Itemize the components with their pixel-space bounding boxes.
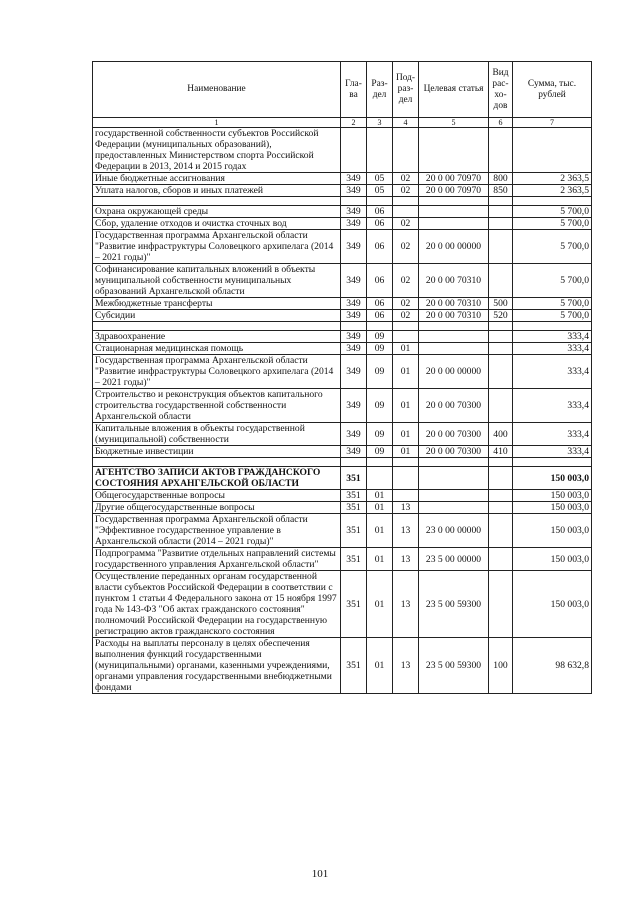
empty-cell — [393, 197, 419, 206]
cell-name: Подпрограмма "Развитие отдельных направлений системы государственного управления Архангельской области" — [93, 548, 341, 571]
cell-subsection: 02 — [393, 298, 419, 310]
cell-subsection: 01 — [393, 343, 419, 355]
cell-section: 01 — [367, 514, 393, 548]
cell-exptype — [489, 331, 513, 343]
cell-target: 23 5 00 00000 — [419, 548, 489, 571]
budget-table-container — [92, 61, 591, 694]
cell-sum: 333,4 — [513, 423, 592, 446]
cell-subsection: 02 — [393, 264, 419, 298]
table-row — [93, 389, 592, 423]
cell-chapter: 351 — [341, 467, 367, 490]
column-number-row — [93, 118, 592, 128]
cell-chapter: 349 — [341, 389, 367, 423]
table-row — [93, 502, 592, 514]
cell-target — [419, 206, 489, 218]
column-number: 1 — [93, 118, 341, 128]
cell-name: Другие общегосударственные вопросы — [93, 502, 341, 514]
cell-chapter: 349 — [341, 218, 367, 230]
cell-sum: 5 700,0 — [513, 298, 592, 310]
cell-exptype — [489, 355, 513, 389]
cell-subsection: 01 — [393, 446, 419, 458]
table-row — [93, 128, 592, 173]
cell-section — [367, 128, 393, 173]
cell-exptype — [489, 206, 513, 218]
cell-exptype — [489, 490, 513, 502]
cell-sum: 333,4 — [513, 343, 592, 355]
table-row — [93, 423, 592, 446]
cell-sum: 150 003,0 — [513, 548, 592, 571]
header-subsection: Под-раз-дел — [393, 62, 419, 118]
cell-chapter: 349 — [341, 355, 367, 389]
cell-section: 06 — [367, 298, 393, 310]
cell-name: Стационарная медицинская помощь — [93, 343, 341, 355]
cell-exptype — [489, 128, 513, 173]
table-body — [93, 128, 592, 694]
cell-section: 06 — [367, 264, 393, 298]
cell-name: Государственная программа Архангельской области "Развитие инфраструктуры Соловецкого архипелага (2014 – 2021 годы)" — [93, 355, 341, 389]
blank-row — [93, 458, 592, 467]
cell-exptype: 500 — [489, 298, 513, 310]
cell-subsection: 02 — [393, 230, 419, 264]
empty-cell — [341, 197, 367, 206]
cell-section: 09 — [367, 331, 393, 343]
cell-chapter: 351 — [341, 514, 367, 548]
cell-target — [419, 490, 489, 502]
cell-chapter: 349 — [341, 206, 367, 218]
empty-cell — [341, 458, 367, 467]
cell-sum — [513, 128, 592, 173]
cell-section: 06 — [367, 206, 393, 218]
empty-cell — [367, 322, 393, 331]
cell-subsection: 13 — [393, 514, 419, 548]
cell-section: 05 — [367, 185, 393, 197]
cell-subsection: 13 — [393, 548, 419, 571]
cell-chapter — [341, 128, 367, 173]
cell-subsection — [393, 206, 419, 218]
cell-name: Государственная программа Архангельской области "Эффективное государственное управление в Архангельской области (2014 – 2021 годы)" — [93, 514, 341, 548]
cell-exptype: 100 — [489, 638, 513, 694]
cell-name: Осуществление переданных органам государственной власти субъектов Российской Федерации в соответствии с пунктом 1 статьи 4 Федерального закона от 15 ноября 1997 года № 143-ФЗ "Об актах гражданского состояния" полномочий Российской Федерации на государственную регистрацию актов гражданского состояния — [93, 571, 341, 638]
cell-target: 20 0 00 70970 — [419, 185, 489, 197]
cell-subsection: 01 — [393, 355, 419, 389]
cell-sum: 150 003,0 — [513, 490, 592, 502]
cell-name: АГЕНТСТВО ЗАПИСИ АКТОВ ГРАЖДАНСКОГО СОСТОЯНИЯ АРХАНГЕЛЬСКОЙ ОБЛАСТИ — [93, 467, 341, 490]
cell-sum: 5 700,0 — [513, 230, 592, 264]
table-row — [93, 206, 592, 218]
cell-target — [419, 218, 489, 230]
empty-cell — [367, 458, 393, 467]
cell-section — [367, 467, 393, 490]
cell-section: 06 — [367, 230, 393, 264]
cell-name: Общегосударственные вопросы — [93, 490, 341, 502]
cell-subsection: 13 — [393, 502, 419, 514]
cell-section: 01 — [367, 548, 393, 571]
empty-cell — [341, 322, 367, 331]
cell-sum: 5 700,0 — [513, 218, 592, 230]
cell-name: Сбор, удаление отходов и очистка сточных вод — [93, 218, 341, 230]
empty-cell — [367, 197, 393, 206]
cell-target: 20 0 00 70310 — [419, 310, 489, 322]
cell-target: 20 0 00 70310 — [419, 264, 489, 298]
table-row — [93, 343, 592, 355]
cell-name: Бюджетные инвестиции — [93, 446, 341, 458]
empty-cell — [93, 322, 341, 331]
cell-sum: 98 632,8 — [513, 638, 592, 694]
cell-sum: 150 003,0 — [513, 502, 592, 514]
cell-target: 20 0 00 00000 — [419, 355, 489, 389]
empty-cell — [419, 458, 489, 467]
cell-chapter: 349 — [341, 230, 367, 264]
column-number: 4 — [393, 118, 419, 128]
table-row — [93, 331, 592, 343]
cell-sum: 5 700,0 — [513, 264, 592, 298]
cell-exptype — [489, 502, 513, 514]
table-row — [93, 638, 592, 694]
cell-target: 23 5 00 59300 — [419, 638, 489, 694]
blank-row — [93, 197, 592, 206]
cell-sum: 333,4 — [513, 331, 592, 343]
cell-chapter: 351 — [341, 638, 367, 694]
table-row — [93, 218, 592, 230]
cell-exptype — [489, 571, 513, 638]
cell-subsection — [393, 467, 419, 490]
cell-target — [419, 467, 489, 490]
table-row — [93, 310, 592, 322]
table-row — [93, 185, 592, 197]
cell-name: государственной собственности субъектов Российской Федерации (муниципальных образований), предоставленных Министерством спорта Российской Федерации в 2013, 2014 и 2015 годах — [93, 128, 341, 173]
cell-section: 09 — [367, 423, 393, 446]
header-target: Целевая статья — [419, 62, 489, 118]
cell-target: 23 0 00 00000 — [419, 514, 489, 548]
table-row — [93, 571, 592, 638]
cell-target — [419, 128, 489, 173]
empty-cell — [513, 458, 592, 467]
cell-subsection — [393, 331, 419, 343]
cell-target — [419, 502, 489, 514]
cell-target: 20 0 00 70300 — [419, 423, 489, 446]
cell-exptype — [489, 230, 513, 264]
cell-chapter: 349 — [341, 446, 367, 458]
cell-exptype: 520 — [489, 310, 513, 322]
page-number: 101 — [311, 868, 329, 880]
empty-cell — [513, 197, 592, 206]
cell-sum: 150 003,0 — [513, 514, 592, 548]
cell-exptype — [489, 343, 513, 355]
header-row — [93, 62, 592, 118]
cell-section: 06 — [367, 310, 393, 322]
empty-cell — [419, 322, 489, 331]
cell-sum: 333,4 — [513, 446, 592, 458]
cell-sum: 150 003,0 — [513, 571, 592, 638]
cell-subsection: 01 — [393, 389, 419, 423]
cell-chapter: 349 — [341, 310, 367, 322]
cell-subsection: 13 — [393, 571, 419, 638]
header-name: Наименование — [93, 62, 341, 118]
cell-sum: 5 700,0 — [513, 206, 592, 218]
cell-exptype — [489, 514, 513, 548]
cell-chapter: 349 — [341, 343, 367, 355]
cell-name: Строительство и реконструкция объектов капитального строительства государственной собственности Архангельской области — [93, 389, 341, 423]
cell-section: 09 — [367, 355, 393, 389]
empty-cell — [489, 197, 513, 206]
cell-section: 09 — [367, 389, 393, 423]
cell-sum: 150 003,0 — [513, 467, 592, 490]
header-chapter: Гла-ва — [341, 62, 367, 118]
empty-cell — [93, 458, 341, 467]
column-number: 7 — [513, 118, 592, 128]
table-row — [93, 490, 592, 502]
cell-chapter: 351 — [341, 548, 367, 571]
cell-target: 20 0 00 70310 — [419, 298, 489, 310]
cell-section: 01 — [367, 502, 393, 514]
cell-target: 20 0 00 00000 — [419, 230, 489, 264]
cell-name: Уплата налогов, сборов и иных платежей — [93, 185, 341, 197]
blank-row — [93, 322, 592, 331]
empty-cell — [93, 197, 341, 206]
cell-exptype — [489, 389, 513, 423]
cell-sum: 333,4 — [513, 355, 592, 389]
column-number: 3 — [367, 118, 393, 128]
cell-target: 23 5 00 59300 — [419, 571, 489, 638]
cell-chapter: 349 — [341, 264, 367, 298]
cell-name: Софинансирование капитальных вложений в объекты муниципальной собственности муниципальных образований Архангельской области — [93, 264, 341, 298]
cell-name: Межбюджетные трансферты — [93, 298, 341, 310]
cell-exptype: 410 — [489, 446, 513, 458]
cell-subsection — [393, 128, 419, 173]
cell-subsection: 02 — [393, 310, 419, 322]
cell-chapter: 349 — [341, 185, 367, 197]
cell-name: Расходы на выплаты персоналу в целях обеспечения выполнения функций государственными (муниципальными) органами, казенными учреждениями, органами управления государственными внебюджетными фондами — [93, 638, 341, 694]
cell-section: 05 — [367, 173, 393, 185]
cell-exptype — [489, 467, 513, 490]
header-sum: Сумма, тыс. рублей — [513, 62, 592, 118]
cell-target: 20 0 00 70970 — [419, 173, 489, 185]
cell-section: 09 — [367, 446, 393, 458]
cell-name: Здравоохранение — [93, 331, 341, 343]
column-number: 2 — [341, 118, 367, 128]
header-section: Раз-дел — [367, 62, 393, 118]
header-exptype: Вид рас-хо-дов — [489, 62, 513, 118]
cell-section: 01 — [367, 571, 393, 638]
empty-cell — [489, 322, 513, 331]
cell-exptype: 400 — [489, 423, 513, 446]
table-row — [93, 548, 592, 571]
cell-name: Охрана окружающей среды — [93, 206, 341, 218]
table-row — [93, 298, 592, 310]
cell-subsection — [393, 490, 419, 502]
cell-exptype: 850 — [489, 185, 513, 197]
cell-subsection: 02 — [393, 185, 419, 197]
cell-chapter: 349 — [341, 298, 367, 310]
empty-cell — [393, 458, 419, 467]
table-row — [93, 467, 592, 490]
cell-section: 01 — [367, 638, 393, 694]
cell-name: Субсидии — [93, 310, 341, 322]
column-number: 5 — [419, 118, 489, 128]
empty-cell — [393, 322, 419, 331]
cell-exptype — [489, 264, 513, 298]
table-row — [93, 230, 592, 264]
cell-chapter: 349 — [341, 331, 367, 343]
cell-target: 20 0 00 70300 — [419, 446, 489, 458]
cell-chapter: 349 — [341, 173, 367, 185]
cell-sum: 2 363,5 — [513, 185, 592, 197]
table-row — [93, 514, 592, 548]
cell-name: Иные бюджетные ассигнования — [93, 173, 341, 185]
column-number: 6 — [489, 118, 513, 128]
empty-cell — [513, 322, 592, 331]
cell-sum: 333,4 — [513, 389, 592, 423]
table-row — [93, 446, 592, 458]
cell-target: 20 0 00 70300 — [419, 389, 489, 423]
cell-name: Капитальные вложения в объекты государственной (муниципальной) собственности — [93, 423, 341, 446]
cell-chapter: 351 — [341, 490, 367, 502]
cell-sum: 2 363,5 — [513, 173, 592, 185]
cell-section: 06 — [367, 218, 393, 230]
cell-subsection: 02 — [393, 173, 419, 185]
cell-exptype — [489, 218, 513, 230]
cell-chapter: 349 — [341, 423, 367, 446]
cell-subsection: 02 — [393, 218, 419, 230]
cell-subsection: 01 — [393, 423, 419, 446]
empty-cell — [419, 197, 489, 206]
cell-section: 09 — [367, 343, 393, 355]
cell-chapter: 351 — [341, 502, 367, 514]
cell-target — [419, 343, 489, 355]
table-row — [93, 173, 592, 185]
cell-exptype — [489, 548, 513, 571]
cell-target — [419, 331, 489, 343]
cell-sum: 5 700,0 — [513, 310, 592, 322]
cell-section: 01 — [367, 490, 393, 502]
table-row — [93, 355, 592, 389]
table-row — [93, 264, 592, 298]
budget-table — [92, 61, 592, 694]
cell-exptype: 800 — [489, 173, 513, 185]
cell-subsection: 13 — [393, 638, 419, 694]
cell-name: Государственная программа Архангельской области "Развитие инфраструктуры Соловецкого архипелага (2014 – 2021 годы)" — [93, 230, 341, 264]
empty-cell — [489, 458, 513, 467]
cell-chapter: 351 — [341, 571, 367, 638]
